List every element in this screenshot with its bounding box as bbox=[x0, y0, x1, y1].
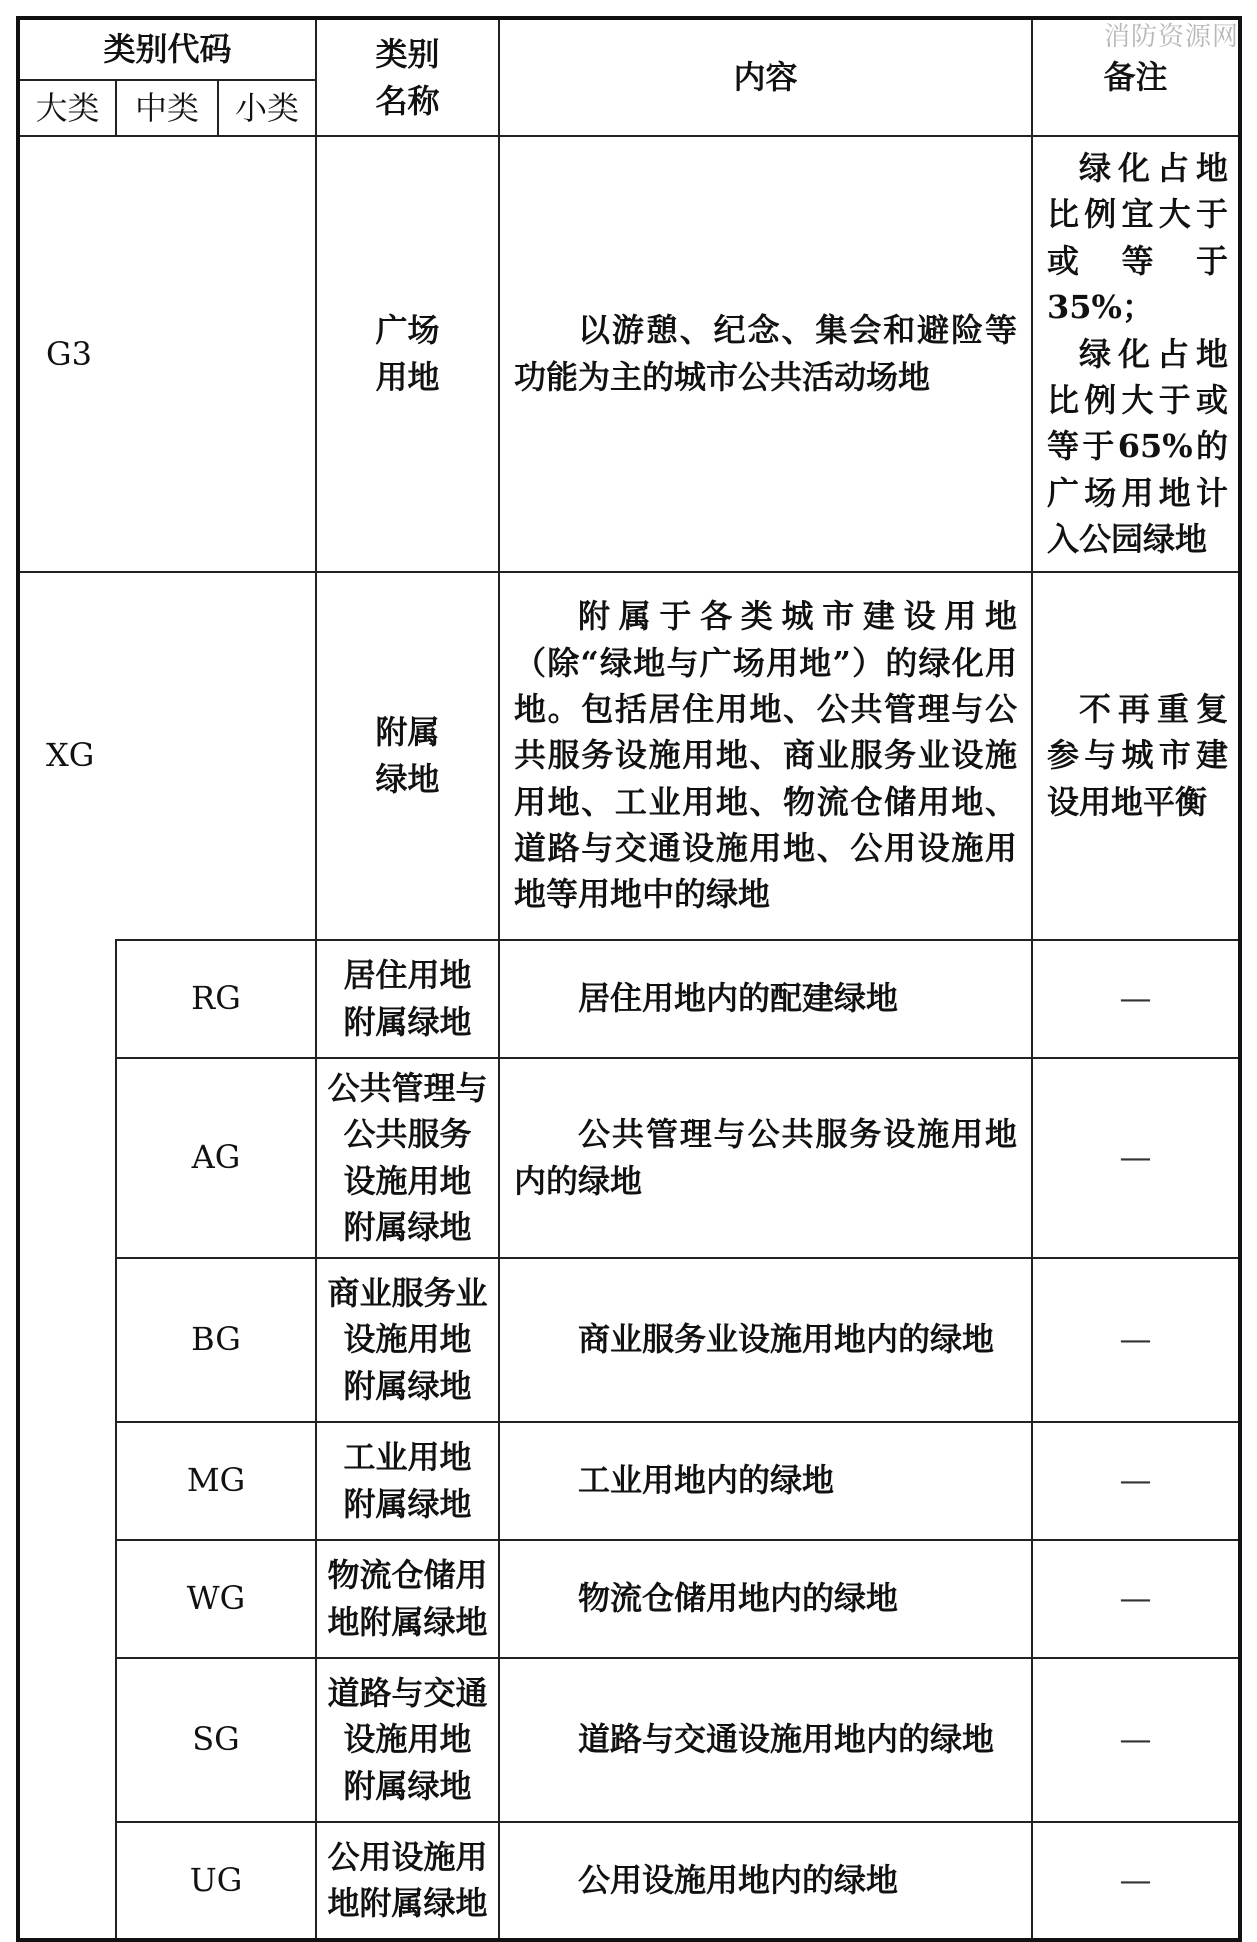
content-text: 公共管理与公共服务设施用地内的绿地 bbox=[514, 1115, 1017, 1200]
content-cell bbox=[499, 572, 1032, 940]
remark-text: 绿化占地比例宜大于或等于35%； bbox=[1047, 149, 1228, 327]
name-line: 设施用地 bbox=[343, 1320, 472, 1359]
header-name-line2: 名称 bbox=[375, 81, 440, 120]
name-line: 公共管理与 bbox=[327, 1068, 488, 1107]
code-cell: MG bbox=[116, 1422, 316, 1540]
code-cell: UG bbox=[116, 1822, 316, 1940]
header-row-1 bbox=[18, 18, 1240, 80]
code-cell: WG bbox=[116, 1540, 316, 1658]
remark-cell: — bbox=[1032, 1058, 1240, 1258]
code-cell: G3 bbox=[18, 136, 316, 572]
name-line: 地附属绿地 bbox=[327, 1884, 488, 1923]
remark-text: 绿化占地比例大于或等于65%的广场用地计入公园绿地 bbox=[1047, 334, 1228, 559]
name-line: 附属绿地 bbox=[343, 1207, 472, 1246]
content-cell bbox=[499, 1422, 1032, 1540]
name-line: 居住用地 bbox=[343, 956, 472, 995]
name-line: 用地 bbox=[375, 357, 440, 396]
remark-text: 不再重复参与城市建设用地平衡 bbox=[1047, 689, 1228, 821]
table-row-rg bbox=[18, 940, 1240, 1058]
remark-cell: — bbox=[1032, 1822, 1240, 1940]
code-cell: SG bbox=[116, 1658, 316, 1822]
name-cell bbox=[316, 940, 499, 1058]
table-row-sg bbox=[18, 1658, 1240, 1822]
remark-cell: — bbox=[1032, 1258, 1240, 1422]
name-cell bbox=[316, 1058, 499, 1258]
header-name bbox=[316, 18, 499, 136]
name-line: 附属 bbox=[375, 713, 440, 752]
header-minor: 小类 bbox=[218, 80, 316, 136]
name-line: 附属绿地 bbox=[343, 1366, 472, 1405]
code-cell: AG bbox=[116, 1058, 316, 1258]
name-line: 道路与交通 bbox=[327, 1673, 488, 1712]
name-line: 设施用地 bbox=[343, 1720, 472, 1759]
header-remark: 备注 bbox=[1032, 18, 1240, 136]
content-text: 道路与交通设施用地内的绿地 bbox=[578, 1720, 995, 1759]
name-line: 公共服务 bbox=[343, 1115, 472, 1154]
name-cell bbox=[316, 1258, 499, 1422]
name-line: 工业用地 bbox=[343, 1438, 472, 1477]
remark-cell: — bbox=[1032, 1422, 1240, 1540]
name-cell bbox=[316, 1422, 499, 1540]
header-major: 大类 bbox=[18, 80, 116, 136]
content-cell bbox=[499, 940, 1032, 1058]
name-cell bbox=[316, 1658, 499, 1822]
remark-cell: — bbox=[1032, 1658, 1240, 1822]
major-blank-cell bbox=[18, 940, 116, 1940]
watermark: 消防资源网 bbox=[1103, 22, 1239, 52]
content-text: 公用设施用地内的绿地 bbox=[578, 1860, 899, 1899]
content-text: 附属于各类城市建设用地（除“绿地与广场用地”）的绿化用地。包括居住用地、公共管理与公共服务设施用地、商业服务业设施用地、工业用地、物流仓储用地、道路与交通设施用地、公用设施用地等用地中的绿地 bbox=[514, 597, 1017, 914]
name-cell bbox=[316, 1540, 499, 1658]
code-cell: BG bbox=[116, 1258, 316, 1422]
name-line: 附属绿地 bbox=[343, 1484, 472, 1523]
content-cell bbox=[499, 136, 1032, 572]
table-row-bg bbox=[18, 1258, 1240, 1422]
content-text: 商业服务业设施用地内的绿地 bbox=[578, 1320, 995, 1359]
remark-cell: — bbox=[1032, 940, 1240, 1058]
content-cell bbox=[499, 1658, 1032, 1822]
name-line: 附属绿地 bbox=[343, 1766, 472, 1805]
header-code-group: 类别代码 bbox=[18, 18, 316, 80]
header-name-line1: 类别 bbox=[375, 35, 440, 74]
remark-cell bbox=[1032, 572, 1240, 940]
table-row-g3 bbox=[18, 136, 1240, 572]
content-text: 居住用地内的配建绿地 bbox=[578, 979, 899, 1018]
content-text: 以游憩、纪念、集会和避险等功能为主的城市公共活动场地 bbox=[514, 311, 1017, 396]
name-line: 附属绿地 bbox=[343, 1002, 472, 1041]
table-row-xg bbox=[18, 572, 1240, 940]
name-line: 公用设施用 bbox=[327, 1837, 488, 1876]
name-line: 绿地 bbox=[375, 759, 440, 798]
content-text: 工业用地内的绿地 bbox=[578, 1461, 835, 1500]
content-cell bbox=[499, 1258, 1032, 1422]
name-line: 设施用地 bbox=[343, 1161, 472, 1200]
code-cell: XG bbox=[18, 572, 316, 940]
name-line: 物流仓储用 bbox=[327, 1556, 488, 1595]
content-cell bbox=[499, 1058, 1032, 1258]
name-line: 商业服务业 bbox=[327, 1273, 488, 1312]
table-row-mg bbox=[18, 1422, 1240, 1540]
remark-cell bbox=[1032, 136, 1240, 572]
name-cell bbox=[316, 136, 499, 572]
table-row-wg bbox=[18, 1540, 1240, 1658]
header-content: 内容 bbox=[499, 18, 1032, 136]
remark-cell: — bbox=[1032, 1540, 1240, 1658]
header-medium: 中类 bbox=[116, 80, 218, 136]
table-row-ag bbox=[18, 1058, 1240, 1258]
name-line: 广场 bbox=[375, 311, 440, 350]
content-cell bbox=[499, 1540, 1032, 1658]
name-cell bbox=[316, 572, 499, 940]
code-cell: RG bbox=[116, 940, 316, 1058]
content-text: 物流仓储用地内的绿地 bbox=[578, 1579, 899, 1618]
land-use-classification-table bbox=[16, 16, 1242, 1942]
name-line: 地附属绿地 bbox=[327, 1602, 488, 1641]
